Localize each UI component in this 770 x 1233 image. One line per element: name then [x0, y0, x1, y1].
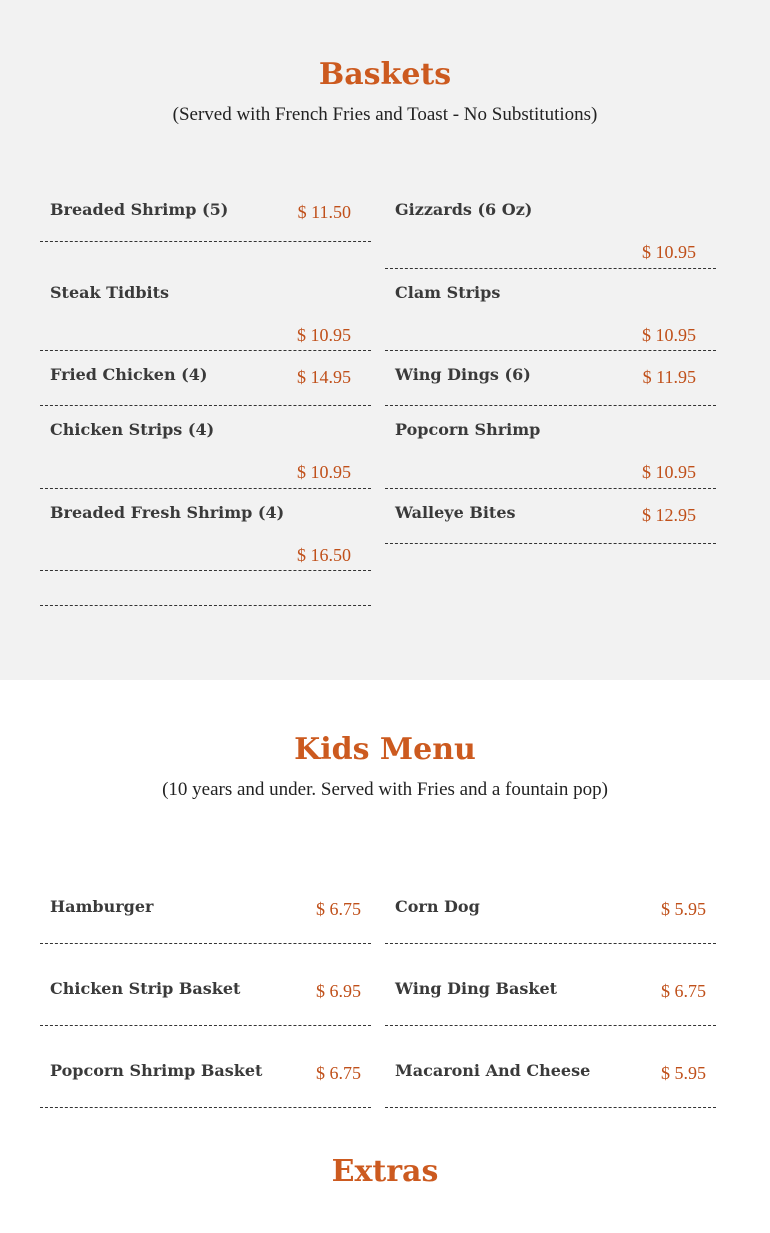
- item-name: Steak Tidbits: [50, 283, 169, 302]
- baskets-subtitle: (Served with French Fries and Toast - No Substitutions): [172, 104, 598, 125]
- kids-menu-title: Kids Menu: [294, 732, 476, 767]
- item-name: Wing Dings (6): [395, 365, 531, 384]
- menu-item: [385, 410, 716, 489]
- extras-title: Extras: [331, 1154, 439, 1189]
- divider: [40, 605, 371, 606]
- item-price: $ 10.95: [642, 462, 696, 482]
- item-name: Hamburger: [50, 897, 154, 916]
- item-name: Breaded Fresh Shrimp (4): [50, 503, 285, 522]
- item-name: Popcorn Shrimp Basket: [50, 1061, 263, 1080]
- item-price: $ 16.50: [297, 545, 351, 565]
- item-name: Fried Chicken (4): [50, 365, 208, 384]
- item-name: Popcorn Shrimp: [395, 420, 541, 439]
- menu-item: [385, 190, 716, 269]
- item-price: $ 14.95: [297, 367, 351, 387]
- kids-menu-subtitle: (10 years and under. Served with Fries and a fountain pop): [162, 779, 608, 800]
- item-name: Clam Strips: [395, 283, 501, 302]
- item-name: Wing Ding Basket: [395, 979, 558, 998]
- item-price: $ 12.95: [642, 505, 696, 525]
- item-price: $ 6.75: [316, 899, 361, 919]
- item-price: $ 10.95: [642, 242, 696, 262]
- baskets-title: Baskets: [318, 57, 452, 92]
- menu-item: [40, 355, 371, 406]
- menu-item: [40, 1051, 371, 1108]
- menu-item: [40, 493, 371, 571]
- menu-item: [40, 190, 371, 242]
- menu-item: [385, 273, 716, 351]
- item-price: $ 10.95: [642, 325, 696, 345]
- item-name: Macaroni And Cheese: [395, 1061, 591, 1080]
- item-price: $ 5.95: [661, 1063, 706, 1083]
- menu-item: [40, 887, 371, 944]
- item-name: Chicken Strips (4): [50, 420, 215, 439]
- menu-item: [385, 1051, 716, 1108]
- item-name: Breaded Shrimp (5): [50, 200, 229, 219]
- item-price: $ 10.95: [297, 462, 351, 482]
- menu-item: [385, 493, 716, 544]
- item-price: $ 5.95: [661, 899, 706, 919]
- item-price: $ 11.50: [297, 202, 351, 222]
- item-price: $ 10.95: [297, 325, 351, 345]
- menu-item: [40, 273, 371, 351]
- item-price: $ 6.75: [316, 1063, 361, 1083]
- menu-item: [40, 410, 371, 489]
- item-price: $ 6.95: [316, 981, 361, 1001]
- item-name: Chicken Strip Basket: [50, 979, 241, 998]
- menu-item: [385, 887, 716, 944]
- item-price: $ 11.95: [642, 367, 696, 387]
- item-price: $ 6.75: [661, 981, 706, 1001]
- item-name: Gizzards (6 Oz): [395, 200, 533, 219]
- menu-item: [40, 969, 371, 1026]
- item-name: Corn Dog: [395, 897, 480, 916]
- menu-item: [385, 355, 716, 406]
- item-name: Walleye Bites: [395, 503, 516, 522]
- menu-item: [385, 969, 716, 1026]
